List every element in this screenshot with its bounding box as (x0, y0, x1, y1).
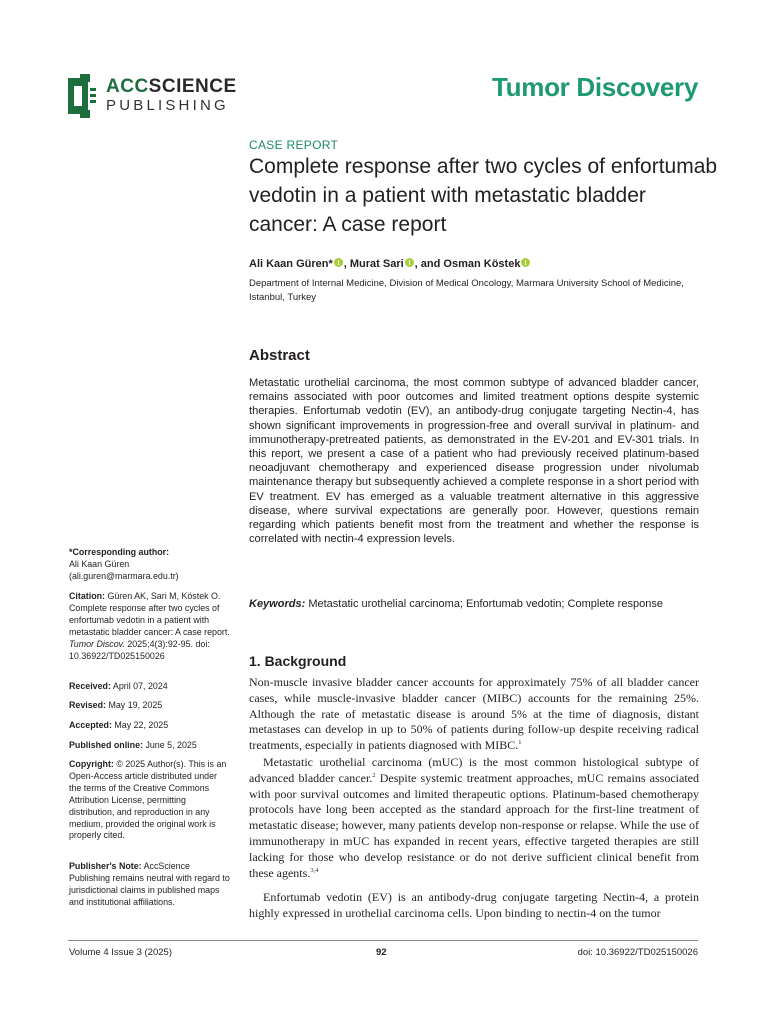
affiliation: Department of Internal Medicine, Division of Medical Oncology, Marmara University School of Medicine, Istanbul, Turkey (249, 278, 684, 303)
publisher-logo-mark-icon (68, 74, 98, 118)
footer-divider (68, 940, 698, 941)
keywords-label: Keywords: (249, 598, 306, 610)
accepted-date: Accepted: May 22, 2025 (69, 720, 169, 730)
orcid-icon[interactable] (405, 258, 414, 267)
citation-text: Güren AK, Sari M, Köstek O. Complete response after two cycles of enfortumab vedotin in a patient with metastatic bladder cancer: A case report. (69, 591, 230, 637)
copyright-block: Copyright: © 2025 Author(s). This is an Open-Access article distributed under the terms of the Creative Commons Attribution License, permitting distribution, and reproduction in any medium, provided the original work is properly cited. (69, 759, 227, 841)
corresponding-author-block (69, 547, 231, 583)
article-type: CASE REPORT (249, 138, 339, 152)
author-name[interactable]: Osman Köstek (443, 258, 521, 270)
logo-text-bottom: PUBLISHING (106, 97, 229, 114)
revised-date: Revised: May 19, 2025 (69, 700, 163, 710)
corr-email-link[interactable]: (ali.guren@marmara.edu.tr) (69, 570, 179, 581)
body-paragraph: Metastatic urothelial carcinoma (mUC) is the most common histological subtype of advanced bladder cancer.$^2$ Despite systemic treatment approaches, mUC remains associated with poor survival outcomes and limited therapeutic options. Platinum-based chemotherapy protocols have long been accepted as the standard approach for the first-line treatment of metastatic disease; however, many patients develop non-response or relapse. While the use of immunotherapy in mUC has expanded in recent years, effective targeted therapies are still lacking for those who develop resistance or do not derive sufficient clinical benefit from these agents.$^{3,4}$ (249, 755, 699, 880)
corr-label: *Corresponding author: (69, 547, 170, 557)
abstract-text: Metastatic urothelial carcinoma, the most common subtype of advanced bladder cancer, remains associated with poor outcomes and limited treatment options despite systemic therapies. Enfortumab vedotin (EV), an antibody-drug conjugate targeting Nectin-4, has shown significant improvements in progression-free and overall survival in platinum- and immunotherapy-pretreated patients, as demonstrated in the EV-201 and EV-301 trials. In this report, we present a case of a patient who had previously received platinum-based neoadjuvant chemotherapy and experienced disease progression under nivolumab maintenance therapy but subsequently achieved a complete response in a short period with EV treatment. EV has emerged as a valuable treatment alternative in this aggressive disease, where survival expectations are generally poor. However, questions remain regarding which patients benefit most from the treatment and whether the response is correlated with nectin-4 expression levels. (249, 377, 699, 546)
logo-text-top: ACCSCIENCE (106, 76, 237, 97)
citation-journal: Tumor Discov. (69, 638, 125, 649)
orcid-icon[interactable] (521, 258, 530, 267)
reference-link[interactable]: 2 (372, 771, 376, 779)
author-name[interactable]: Ali Kaan Güren* (249, 258, 333, 270)
abstract-heading: Abstract (249, 347, 310, 364)
author-name[interactable]: Murat Sari (349, 258, 404, 270)
reference-link[interactable]: 3,4 (310, 866, 319, 874)
citation-label: Citation: (69, 591, 105, 601)
body-paragraph: Enfortumab vedotin (EV) is an antibody-drug conjugate targeting Nectin-4, a protein highly expressed in urothelial carcinoma cells. Upon binding to nectin-4 on the tumor (249, 890, 699, 920)
article-title: Complete response after two cycles of enfortumab vedotin in a patient with metastatic bladder cancer: A case report (249, 155, 718, 236)
received-date: Received: April 07, 2024 (69, 681, 168, 691)
author-list: Ali Kaan Güren* , Murat Sari , and Osman Köstek (249, 258, 531, 270)
keywords-text: Metastatic urothelial carcinoma; Enfortumab vedotin; Complete response (308, 598, 663, 610)
journal-name: Tumor Discovery (492, 72, 698, 102)
corr-name: Ali Kaan Güren (69, 558, 130, 569)
reference-link[interactable]: 1 (518, 739, 522, 747)
page-number: 92 (376, 947, 387, 958)
keywords (249, 597, 699, 611)
section-heading: 1. Background (249, 653, 347, 669)
published-date: Published online: June 5, 2025 (69, 740, 197, 750)
citation-tail: 2025;4(3):92-95. doi: 10.36922/TD025150026 (69, 638, 210, 661)
footer-doi: doi: 10.36922/TD025150026 (577, 947, 698, 958)
citation-block (69, 591, 231, 662)
publisher-note-block: Publisher's Note: AccScience Publishing remains neutral with regard to jurisdictional claims in published maps and institutional affiliations. (69, 861, 230, 907)
publisher-logo (68, 74, 238, 120)
footer-volume: Volume 4 Issue 3 (2025) (69, 947, 172, 958)
orcid-icon[interactable] (334, 258, 343, 267)
body-paragraph: Non-muscle invasive bladder cancer accounts for approximately 75% of all bladder cancer cases, while muscle-invasive bladder cancer (MIBC) accounts for the remaining 25%. Although the rate of metastatic disease is around 5% at the time of diagnosis, distant metastases can develop in up to 50% of patients during follow-up despite receiving radical treatments, especially in patients diagnosed with MIBC.$^1$ (249, 675, 699, 753)
